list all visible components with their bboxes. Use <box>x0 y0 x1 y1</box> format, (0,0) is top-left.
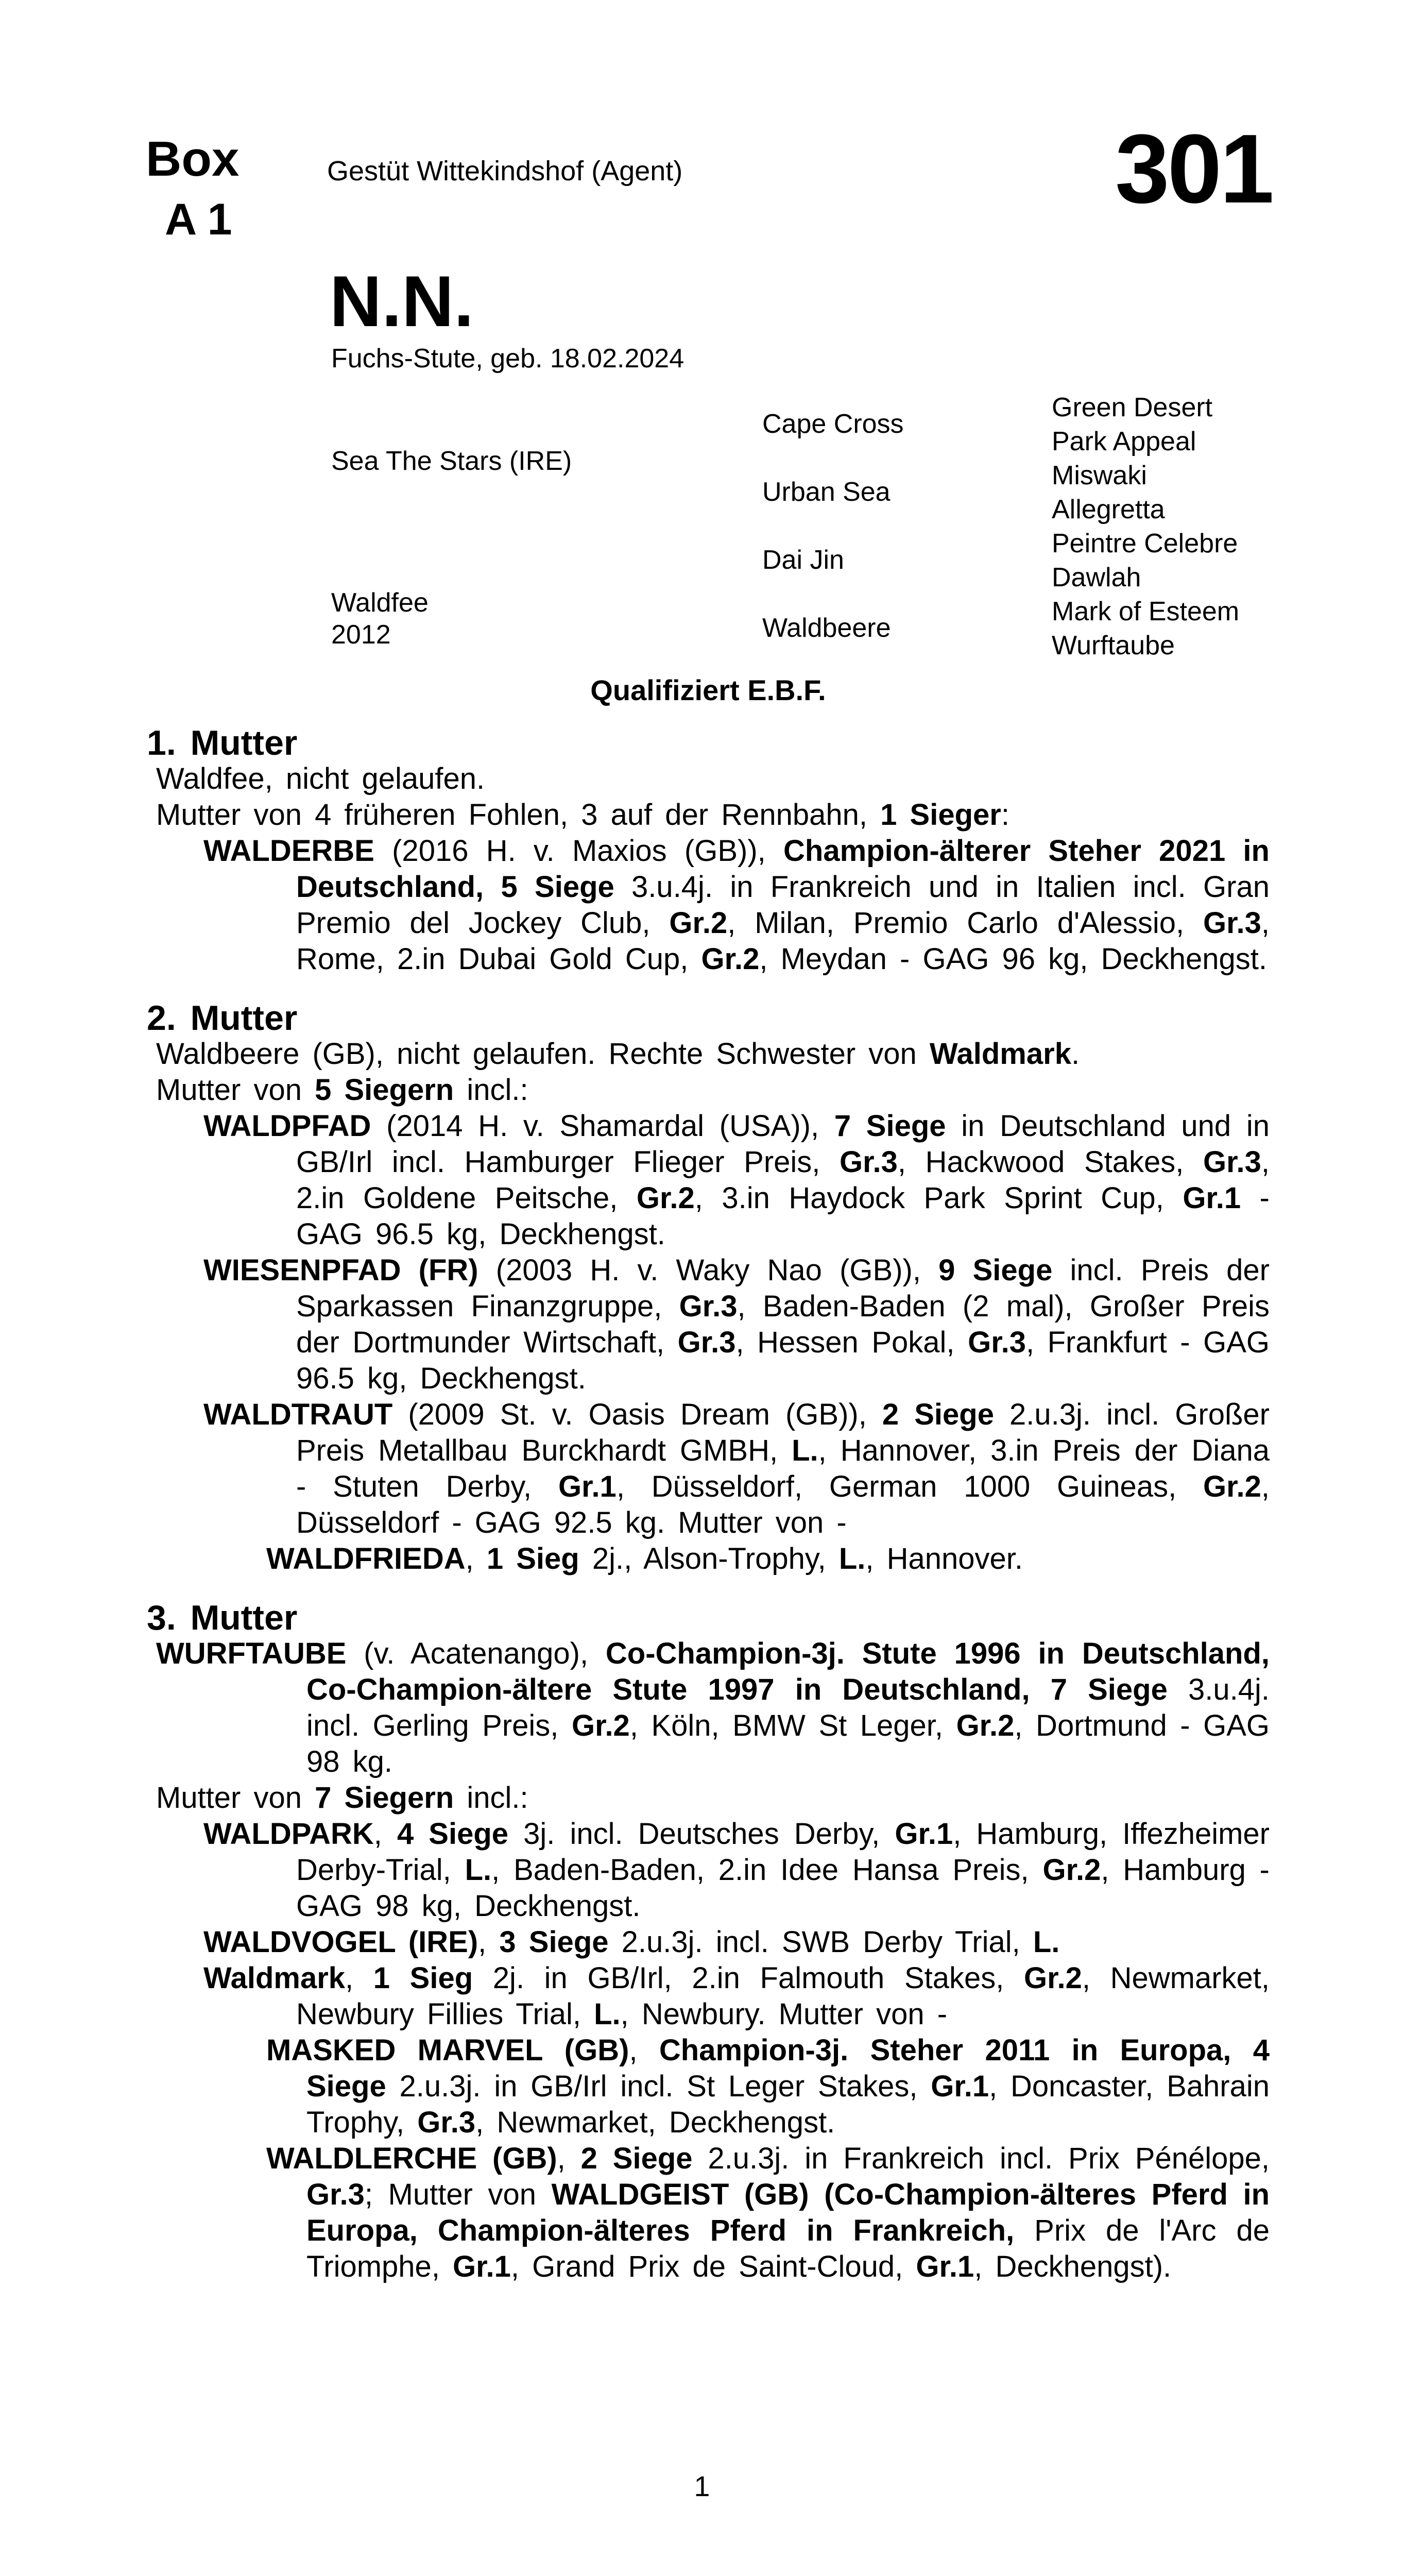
emphasized-text: Gr.3 <box>968 1326 1026 1359</box>
regular-text: incl.: <box>454 1781 528 1815</box>
dam-race-record <box>147 761 1270 797</box>
regular-text: : <box>1001 798 1009 832</box>
lot-number: 301 <box>1115 114 1272 224</box>
regular-text: 3j. incl. Deutsches Derby, <box>508 1817 895 1851</box>
emphasized-text: L. <box>465 1853 492 1887</box>
regular-text: Prix de l'Arc de Triomphe, <box>306 2214 1270 2283</box>
emphasized-text: Gr.1 <box>895 1817 953 1851</box>
emphasized-text: Gr.2 <box>571 1709 630 1742</box>
sire-name: Sea The Stars (IRE) <box>331 446 572 476</box>
emphasized-text: WURFTAUBE <box>156 1637 347 1670</box>
horse-description: Fuchs-Stute, geb. 18.02.2024 <box>331 344 684 374</box>
emphasized-text: 7 Siegern <box>315 1781 454 1815</box>
horse-entry-wiesenpfad <box>147 1252 1270 1397</box>
mutter-section <box>147 1000 1270 1577</box>
regular-text: , Düsseldorf - GAG 92.5 kg. Mutter von - <box>296 1470 1270 1539</box>
emphasized-text: Gr.3 <box>1203 1145 1261 1179</box>
regular-text: , Düsseldorf, German 1000 Guineas, <box>616 1470 1203 1503</box>
horse-entry-wurftaube <box>147 1636 1270 1780</box>
emphasized-text: WALDERBE <box>203 834 374 868</box>
emphasized-text: Gr.3 <box>679 1290 738 1323</box>
sire-of-dam: Dai Jin <box>762 545 844 575</box>
regular-text: , Hamburg - GAG 98 kg, Deckhengst. <box>296 1853 1270 1923</box>
emphasized-text: Champion-3j. Steher 2011 in Europa, 4 Siege <box>306 2033 1270 2103</box>
gen3-ancestor: Allegretta <box>1052 495 1165 524</box>
regular-text: 2j., Alson-Trophy, <box>579 1542 839 1575</box>
regular-text: 2.u.3j. in Frankreich incl. Prix Pénélope, <box>692 2142 1270 2175</box>
regular-text: 2j. in GB/Irl, 2.in Falmouth Stakes, <box>473 1961 1024 1995</box>
qualification-note: Qualifiziert E.B.F. <box>590 674 826 706</box>
emphasized-text: L. <box>792 1434 818 1467</box>
emphasized-text: Gr.3 <box>1203 906 1261 940</box>
gen3-ancestor: Wurftaube <box>1052 631 1175 660</box>
emphasized-text: 2 Siege <box>580 2142 693 2175</box>
mutter-section <box>147 725 1270 977</box>
emphasized-text: Gr.1 <box>931 2070 989 2103</box>
regular-text: , <box>557 2142 581 2175</box>
regular-text: , Baden-Baden (2 mal), Großer Preis der Dortmunder Wirtschaft, <box>296 1290 1270 1359</box>
regular-text: , Hamburg, Iffezheimer Derby-Trial, <box>296 1817 1270 1887</box>
emphasized-text: L. <box>594 1997 621 2031</box>
regular-text: , Meydan - GAG 96 kg, Deckhengst. <box>759 942 1267 976</box>
regular-text: Mutter von 4 früheren Fohlen, 3 auf der Rennbahn, <box>156 798 881 832</box>
emphasized-text: Gr.1 <box>558 1470 617 1503</box>
emphasized-text: 1 Sieg <box>486 1542 579 1575</box>
emphasized-text: 3 Siege <box>499 1925 609 1959</box>
emphasized-text: Gr.1 <box>916 2250 974 2283</box>
gen3-ancestor: Peintre Celebre <box>1052 529 1238 558</box>
section-heading: 1. Mutter <box>147 723 298 762</box>
emphasized-text: WIESENPFAD (FR) <box>203 1253 478 1287</box>
horse-entry-waldlerche <box>147 2141 1270 2285</box>
emphasized-text: Gr.2 <box>701 942 760 976</box>
emphasized-text: Gr.2 <box>1203 1470 1261 1503</box>
regular-text: incl.: <box>454 1073 528 1107</box>
regular-text: , 3.in Haydock Park Sprint Cup, <box>694 1181 1183 1215</box>
regular-text: Mutter von <box>156 1781 315 1815</box>
regular-text: , Hannover, 3.in Preis der Diana - Stuten Derby, <box>296 1434 1270 1503</box>
horse-entry-waldpfad <box>147 1108 1270 1252</box>
regular-text: Mutter von <box>156 1073 315 1107</box>
regular-text: , <box>465 1542 487 1575</box>
emphasized-text: 4 Siege <box>397 1817 509 1851</box>
regular-text: 3.u.4j. in Frankreich und in Italien incl. Gran Premio del Jockey Club, <box>296 870 1270 940</box>
regular-text: , <box>629 2033 659 2067</box>
emphasized-text: MASKED MARVEL (GB) <box>266 2033 629 2067</box>
dam-birth-year: 2012 <box>331 620 391 650</box>
horse-entry-waldmark <box>147 1960 1270 2032</box>
emphasized-text: WALDFRIEDA <box>266 1542 466 1575</box>
emphasized-text: Gr.2 <box>956 1709 1015 1742</box>
regular-text: (2016 H. v. Maxios (GB)), <box>374 834 783 868</box>
regular-text: , Newmarket, Newbury Fillies Trial, <box>296 1961 1270 2031</box>
horse-entry-waldvogel <box>147 1924 1270 1960</box>
emphasized-text: WALDPFAD <box>203 1109 371 1143</box>
emphasized-text: WALDTRAUT <box>203 1398 393 1431</box>
dam-of-sire: Urban Sea <box>762 477 891 507</box>
emphasized-text: Gr.3 <box>677 1326 736 1359</box>
horse-name: N.N. <box>330 261 474 342</box>
dam-name: Waldfee <box>331 588 429 618</box>
dam-race-record <box>147 1036 1270 1072</box>
gen3-ancestor: Dawlah <box>1052 563 1141 592</box>
gen3-ancestor: Miswaki <box>1052 461 1147 490</box>
emphasized-text: Gr.1 <box>1183 1181 1241 1215</box>
emphasized-text: L. <box>1033 1925 1060 1959</box>
regular-text: (2014 H. v. Shamardal (USA)), <box>371 1109 834 1143</box>
mutter-section <box>147 1600 1270 2285</box>
emphasized-text: Champion-älterer Steher 2021 in Deutschland, 5 Siege <box>296 834 1270 904</box>
regular-text: , Hackwood Stakes, <box>897 1145 1204 1179</box>
regular-text: - GAG 96.5 kg, Deckhengst. <box>296 1181 1270 1251</box>
emphasized-text: Gr.3 <box>306 2178 365 2211</box>
box-stall-number: A 1 <box>165 195 232 244</box>
emphasized-text: L. <box>838 1542 866 1575</box>
regular-text: , Hannover. <box>865 1542 1023 1575</box>
regular-text: , Rome, 2.in Dubai Gold Cup, <box>296 906 1270 976</box>
regular-text: Waldfee, nicht gelaufen. <box>156 762 485 795</box>
regular-text: 3.u.4j. incl. Gerling Preis, <box>306 1673 1270 1742</box>
regular-text: . <box>1071 1037 1080 1071</box>
emphasized-text: WALDVOGEL (IRE) <box>203 1925 478 1959</box>
regular-text: , Dortmund - GAG 98 kg. <box>306 1709 1270 1778</box>
gen3-ancestor: Green Desert <box>1052 393 1213 422</box>
gen3-ancestor: Park Appeal <box>1052 427 1196 456</box>
regular-text: , Milan, Premio Carlo d'Alessio, <box>727 906 1204 940</box>
emphasized-text: 1 Sieger <box>880 798 1001 832</box>
regular-text: , Hessen Pokal, <box>735 1326 968 1359</box>
regular-text: ; Mutter von <box>364 2178 552 2211</box>
regular-text: , Newmarket, Deckhengst. <box>475 2106 835 2139</box>
horse-entry-waldfrieda <box>147 1541 1270 1577</box>
emphasized-text: (Co-Champion-älteres Pferd in Europa, Champion-älteres Pferd in Frankreich, <box>306 2178 1270 2247</box>
regular-text: , Newbury. Mutter von - <box>620 1997 948 2031</box>
page-number: 1 <box>694 2470 710 2502</box>
horse-entry-masked-marvel <box>147 2032 1270 2141</box>
dam-of-dam: Waldbeere <box>762 613 891 643</box>
emphasized-text: WALDGEIST (GB) <box>551 2178 809 2211</box>
dam-produce-summary <box>147 797 1270 833</box>
regular-text: , Deckhengst). <box>974 2250 1172 2283</box>
horse-entry-walderbe <box>147 833 1270 977</box>
regular-text: 2.u.3j. incl. SWB Derby Trial, <box>608 1925 1033 1959</box>
regular-text: 2.u.3j. in GB/Irl incl. St Leger Stakes, <box>386 2070 931 2103</box>
regular-text: , Doncaster, Bahrain Trophy, <box>306 2070 1270 2139</box>
regular-text: , 2.in Goldene Peitsche, <box>296 1145 1270 1215</box>
regular-text: , <box>478 1925 500 1959</box>
regular-text: (2003 H. v. Waky Nao (GB)), <box>478 1253 939 1287</box>
regular-text: , Grand Prix de Saint-Cloud, <box>510 2250 916 2283</box>
regular-text: , Baden-Baden, 2.in Idee Hansa Preis, <box>491 1853 1043 1887</box>
consignor-name: Gestüt Wittekindshof (Agent) <box>327 156 683 187</box>
emphasized-text: Waldmark <box>929 1037 1071 1071</box>
regular-text: , Köln, BMW St Leger, <box>629 1709 956 1742</box>
emphasized-text: Co-Champion-3j. Stute 1996 in Deutschland, Co-Champion-ältere Stute 1997 in Deutschland, 7 Siege <box>306 1637 1270 1706</box>
emphasized-text: 5 Siegern <box>315 1073 454 1107</box>
dam-produce-summary <box>147 1780 1270 1816</box>
emphasized-text: 2 Siege <box>882 1398 994 1431</box>
emphasized-text: Gr.2 <box>669 906 728 940</box>
regular-text: , <box>373 1817 397 1851</box>
pedigree-text <box>147 725 1270 2285</box>
emphasized-text: Gr.3 <box>840 1145 898 1179</box>
horse-entry-waldtraut <box>147 1397 1270 1541</box>
emphasized-text: 7 Siege <box>834 1109 946 1143</box>
emphasized-text: Waldmark <box>203 1961 346 1995</box>
regular-text: incl. Preis der Sparkassen Finanzgruppe, <box>296 1253 1270 1323</box>
dam-produce-summary <box>147 1072 1270 1108</box>
section-heading: 3. Mutter <box>147 1598 298 1637</box>
emphasized-text: Gr.2 <box>1024 1961 1082 1995</box>
emphasized-text: Gr.1 <box>453 2250 511 2283</box>
emphasized-text: WALDPARK <box>203 1817 374 1851</box>
emphasized-text: 9 Siege <box>938 1253 1053 1287</box>
regular-text: (2009 St. v. Oasis Dream (GB)), <box>392 1398 882 1431</box>
box-label: Box <box>146 131 239 187</box>
sire-of-sire: Cape Cross <box>762 409 904 439</box>
regular-text: , Frankfurt - GAG 96.5 kg, Deckhengst. <box>296 1326 1270 1395</box>
regular-text: in Deutschland und in GB/Irl incl. Hamburger Flieger Preis, <box>296 1109 1270 1179</box>
emphasized-text: Gr.3 <box>417 2106 476 2139</box>
horse-entry-waldpark <box>147 1816 1270 1924</box>
regular-text: Waldbeere (GB), nicht gelaufen. Rechte Schwester von <box>156 1037 930 1071</box>
regular-text: 2.u.3j. incl. Großer Preis Metallbau Burckhardt GMBH, <box>296 1398 1270 1467</box>
gen3-ancestor: Mark of Esteem <box>1052 597 1240 626</box>
emphasized-text: Gr.2 <box>636 1181 695 1215</box>
emphasized-text: Gr.2 <box>1042 1853 1101 1887</box>
regular-text: , <box>345 1961 373 1995</box>
regular-text: (v. Acatenango), <box>346 1637 606 1670</box>
emphasized-text: 1 Sieg <box>373 1961 473 1995</box>
regular-text <box>809 2178 825 2211</box>
section-heading: 2. Mutter <box>147 998 298 1038</box>
emphasized-text: WALDLERCHE (GB) <box>266 2142 557 2175</box>
